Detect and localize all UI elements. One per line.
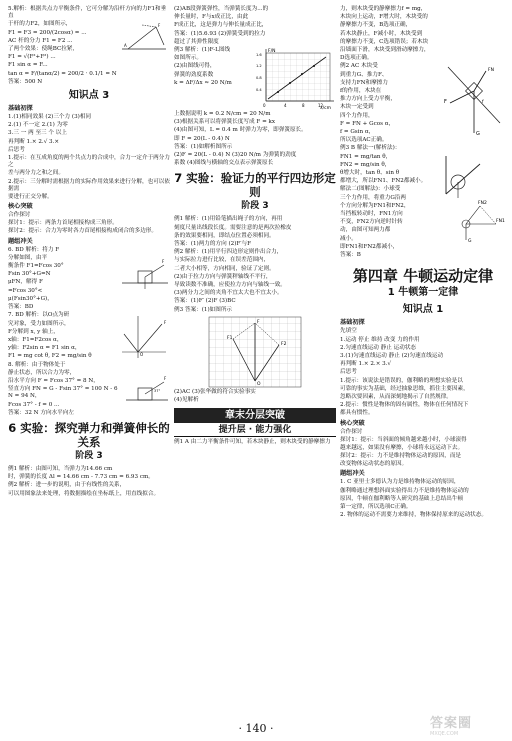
text-line: F分解到 x, y 轴上， (8, 328, 59, 335)
text-line: 当挡板转动时，FN1方向 (340, 211, 403, 218)
text-line: F1 = F3 = 200/(2cosα) = ... (8, 29, 87, 36)
text-line: 后思考 (340, 369, 357, 376)
text-line: 后思考 (8, 146, 25, 153)
text-line: 都增大，所以FN1、FN2都减小。 (340, 178, 427, 185)
text-line: 上数据说明 k = 0.2 N/cm = 20 N/m (174, 111, 271, 118)
text-line: 条的效果要相同，即结点位置必须相同。 (174, 232, 275, 239)
svg-text:F: F (164, 320, 167, 326)
text-line: 1.提示：在互成角度的两个共点力的合成中，合力一定介于两分力之 (8, 155, 170, 169)
knowledge-point-heading: 知识点 1 (402, 304, 444, 316)
text-line: 1. C 亚里士多德认为力是维持物体运动的原因， (340, 479, 460, 486)
text-line: 例2 解析：进一步的说明，由于有线性的关系， (8, 482, 126, 489)
graph-y-tick: 0.4 (256, 88, 262, 93)
text-line: 先填空 (340, 328, 357, 335)
text-line: 2.提示：三分解时需根据力的实际作用效果来进行分解，也可以依据需 (8, 178, 170, 192)
text-line: 弹簧的劲度系数 (174, 71, 214, 78)
text-line: 四个力作用， (340, 112, 374, 119)
text-line: (2)由于拉力方向与弹簧秤轴线不平行， (174, 273, 272, 280)
text-line: 动，由图可知两力都 (340, 227, 391, 234)
text-line: F1 = √(F²+F²) ... (8, 54, 56, 61)
text-line: 到重力G、推力F、 (340, 71, 388, 78)
svg-text:O: O (257, 381, 261, 387)
text-line: 第一定律，所以选项C正确。 (340, 503, 412, 510)
upgrade-banner: 提升层 · 能力强化 (174, 424, 336, 437)
section-heading: 核心突破 (340, 419, 365, 427)
text-line: 即 F = 20(L - 0.4) N (174, 135, 230, 142)
chapter-review-banner: 章末分层突破 (174, 408, 336, 423)
text-line: 8. 解析：由于物体处于 (8, 361, 66, 368)
section-6-title: 6 实验：探究弹力和弹簧伸长的关系 (8, 420, 170, 449)
text-line: 伽利略通过理想斜面实验得出力不是维持物体运动的 (340, 487, 469, 494)
text-line: 沿水平方向 F = Fcos 37° = 8 N， (8, 377, 99, 384)
svg-text:F: F (164, 375, 167, 381)
text-line: k = ΔF/Δx ≈ 20 N/m (174, 79, 232, 86)
svg-text:G: G (476, 131, 480, 138)
svg-text:F: F (257, 319, 260, 325)
text-line: 越来越远，如果没有摩擦，小球将永远运动下去。 (340, 444, 464, 451)
answer-line: 所以选项AC正确。 (340, 137, 388, 144)
text-line: 若木块静止，F减小时，木块受到 (340, 30, 423, 37)
coordinate-force-figure (118, 312, 170, 360)
section-heading: 题组冲关 (340, 470, 365, 478)
text-line: 再判断 1.× 2.× 3.√ (340, 361, 392, 368)
col1-top-block (8, 6, 170, 86)
answer-line: 超过了其弹性限度 (174, 38, 219, 45)
answer-line: 例3 答案：(1)如图所示 (174, 306, 233, 313)
answer-line: 答案：32 N 方向水平向左 (8, 409, 74, 416)
text-line: AC 杆的分力 F1 = F2 ... (8, 37, 73, 44)
graph-x-tick: 12 (318, 103, 324, 109)
text-line: 改变物体运动状态的原因。 (340, 461, 408, 468)
text-line: F成正比，这是弹力与伸长量成正比， (174, 22, 268, 29)
text-line: tan α = F/(tanα/2) = 200/2 · 0.1/1 = N (8, 70, 117, 77)
svg-text:F: F (158, 23, 161, 29)
text-line: D选项正确。 (340, 55, 373, 62)
graph-y-tick: 1.2 (256, 64, 262, 69)
section-heading: 题组冲关 (8, 237, 33, 245)
answer-line: 答案：B (340, 252, 361, 259)
text-line: 三个力作用，将重力G沿两 (340, 194, 407, 201)
subsection-heading: 合作探讨 (8, 212, 31, 219)
svg-text:FN: FN (488, 68, 494, 74)
section-heading: 核心突破 (8, 203, 33, 211)
force-decomposition-figure (118, 21, 170, 53)
graph-y-tick: 0.8 (256, 76, 262, 81)
answer-line: 答案：(1)如解析图所示 (174, 143, 233, 150)
text-line: 可以用图象法来处理，将数据描绘在坐标纸上，用直线拟合。 (8, 490, 160, 497)
answer-line: 答案：BD (8, 304, 34, 311)
text-line: 7. BD 解析：以O点为研 (8, 312, 70, 319)
svg-text:G: G (468, 238, 472, 244)
svg-text:f: f (482, 100, 484, 106)
knowledge-point-heading: 知识点 3 (68, 90, 110, 102)
text-line: (2)AB段弹簧弹性，当弹簧长度为...的 (174, 6, 269, 12)
text-line: 于杆的力F2，如图所示， (8, 21, 72, 28)
text-line: FN2 = mg/sin θ， (340, 161, 391, 168)
text-line: 例1 A 由二力平衡条件可知，若木块静止，则木块受的静摩擦力 (174, 439, 331, 446)
answer-line: (2)F = 20(L - 0.4) N (3)20 N/m 为弹簧的劲度 (174, 152, 297, 159)
text-line: 1.运动 停止 维持 改变 力的作用 (340, 336, 420, 343)
svg-text:FN1: FN1 (496, 218, 505, 224)
incline-block-figure (120, 247, 170, 291)
answer-line: 答案：(1)F′ (2)F (3)BC (174, 298, 236, 305)
block-on-floor-figure (124, 370, 170, 406)
svg-text:FN2: FN2 (478, 200, 487, 206)
text-line: 要进行正交分解。 (8, 194, 53, 201)
text-line: F1 sin α = F... (8, 62, 48, 69)
text-line: 3.三 一 两 至三 个 以上 (8, 130, 67, 137)
text-line: 了两个效果：使绳BC拉紧， (8, 46, 79, 53)
text-line: 差与两分力之和之间。 (8, 170, 64, 177)
text-line: 例2 解析：(1)用平行四边形定则作出合力， (174, 249, 283, 256)
column-middle (174, 6, 336, 447)
answer-line: 系数 (4)图线与横轴的交点表示弹簧原长 (174, 160, 274, 167)
text-line: F = FN + Gcos α， (340, 120, 395, 127)
page-number: · 140 · (238, 722, 274, 735)
text-line: 探讨1：提示：当斜面的倾角越来越小时，小球滚得 (340, 436, 467, 443)
text-line: 木块向上运动，F增大时，木块受的 (340, 14, 428, 21)
text-line: 二者大小相等，方向相同，验证了定则。 (174, 265, 275, 272)
spring-force-graph (254, 47, 336, 111)
text-line: 例1 解析：由图可知，当弹力为14.66 cm (8, 465, 113, 472)
svg-text:F2: F2 (281, 341, 287, 347)
text-line: 例3 B 解法一(解析法)： (340, 145, 401, 152)
svg-text:O: O (140, 352, 144, 358)
text-line: 如图所示。 (174, 55, 202, 62)
text-line: 刻度尺量出线段长度。需要注意的是两次拉橡皮 (174, 224, 292, 231)
watermark-text: 答案圈 (430, 716, 473, 731)
text-line: θ增大时，tan θ、sin θ (340, 170, 400, 177)
text-line: 5.解析：根据共点力平衡条件，它可分解为沿杆方向的力F1和垂直 (8, 6, 167, 20)
text-line: f的作用，木块在 (340, 88, 382, 95)
text-line: 导致读数不准确，应使拉力方向与轴线一致。 (174, 282, 286, 289)
text-line: 例2 AC 木块受 (340, 63, 378, 70)
chapter-title: 第四章 牛顿运动定律 (352, 267, 494, 286)
watermark-url: MXQE.COM (430, 731, 459, 737)
text-line: 2.匀速直线运动 静止 运动状态 (340, 344, 417, 351)
svg-text:F: F (444, 99, 447, 106)
text-line: 不变，FN2方向逆时针转 (340, 219, 403, 226)
section-heading: 基础初探 (340, 319, 365, 327)
text-line: 沿墙面下滑，木块受到滑动摩擦力， (340, 47, 430, 54)
text-line: 减小。 (340, 235, 357, 242)
text-line: 2. 物体的运动不需要力来维持，物体保持原来的运动状态。 (340, 512, 487, 519)
graph-x-tick: 8 (302, 103, 305, 109)
text-line: 的摩擦力不变，C选项错误；若木块 (340, 38, 429, 45)
svg-text:37°: 37° (154, 388, 161, 393)
text-line: 力，则木块受的静摩擦力f = mg， (340, 6, 427, 12)
svg-text:F1: F1 (227, 335, 233, 341)
text-line: 伸长量时，F与x成正比，由此 (174, 14, 249, 21)
text-line: Fsin 30°+G=N (8, 271, 51, 278)
svg-text:A: A (124, 43, 127, 49)
text-line: 探讨2：提示：合力为零时各力首尾相接构成闭合的多边形。 (8, 228, 157, 235)
text-line: 衡条件 F1=Fcos 30° (8, 263, 64, 270)
stage-label: 阶段 3 (75, 450, 103, 461)
force-parallelogram-grid-figure (207, 315, 303, 389)
text-line: 与实际拉力进行比较，在误差范围内， (174, 257, 270, 264)
answer-line: 答案：500 N (8, 78, 43, 85)
text-line: 探讨1：提示：两条力首尾相接构成三角形。 (8, 220, 118, 227)
text-line: 推力方向上受力平衡， (340, 96, 396, 103)
text-line: 2.提示：惯性是物体的固有属性，物体在任何情况下 (340, 402, 469, 409)
wall-block-force-figure (442, 63, 506, 139)
text-line: 3.(1)匀速直线运动 静止 (2)匀速直线运动 (340, 352, 444, 359)
page-number-value: 140 (245, 722, 267, 735)
text-line: (3)根据关系可以将弹簧长度写成 F = kx (174, 119, 276, 126)
text-line: (3)两分力之间的夹角不宜太大也不宜太小。 (174, 290, 283, 297)
text-line: 可靠的事实为基础，经过抽象思维，抓住主要因素， (340, 385, 469, 392)
text-line: 例3 解析：(1)F-L图线 (174, 47, 231, 54)
answer-line: (4)见解析 (174, 397, 199, 404)
text-line: μFN，解得 F (8, 279, 43, 286)
text-line: 2.(1) 不一定 2.(1) 为零 (8, 122, 68, 129)
text-line: 再判断 1.× 2.√ 3.× (8, 138, 60, 145)
svg-text:F: F (162, 258, 165, 264)
text-line: x轴：F1=F2cos α， (8, 336, 63, 343)
text-line: 静摩擦力不变，B选项正确， (340, 22, 412, 29)
text-line: 探讨2：提示：力不是维持物体运动的原因，而是 (340, 452, 462, 459)
section-7-title: 7 实验：验证力的平行四边形定则 (174, 171, 336, 200)
text-line: 静止状态，所以合力为零， (8, 369, 76, 376)
stage-label: 阶段 3 (241, 201, 269, 212)
text-line: 即FN1和FN2都减小， (340, 243, 399, 250)
graph-y-tick: 1.6 (256, 53, 262, 58)
text-line: (2)由图线可得， (174, 63, 216, 70)
text-line: 解法二(图解法)：小球受 (340, 186, 401, 193)
text-line: 忽略次要因素，从而深刻地揭示了自然规律。 (340, 393, 452, 400)
text-line: y轴：F2sin α = F1 sin α， (8, 345, 81, 352)
section-heading: 基础初探 (8, 105, 33, 113)
answer-line: (2)AC (3)张华做的符合实验事实 (174, 388, 256, 395)
answer-line: 答案：(1)5.6.93 (2)弹簧受到的拉力 (174, 30, 266, 37)
ball-between-plates-figure (440, 154, 506, 244)
text-line: 1.(1)相同效果 (2)三个力 (3)相同 (8, 114, 92, 121)
text-line: 个方向分解为FN1和FN2， (340, 202, 410, 209)
text-line: 原因，牛顿在伽利略等人研究的基础上总结出牛顿 (340, 495, 464, 502)
text-line: f = Gsin α， (340, 129, 375, 136)
graph-y-label: F/N (268, 49, 276, 55)
text-line: FN1 = mg/tan θ， (340, 153, 392, 160)
graph-x-label: x/cm (320, 106, 332, 112)
text-line: 木块一定受到 (340, 104, 374, 111)
lesson-title: 1 牛顿第一定律 (387, 287, 459, 299)
text-line: 究对象，受力如图所示， (8, 320, 70, 327)
answer-line: 答案：(1)两力的方向 (2)F′与F (174, 241, 252, 248)
text-line: 支持力FN和摩擦力 (340, 79, 388, 86)
text-line: Fcos 37° - f = 0 ... (8, 401, 60, 408)
text-line: 例1 解析：(1)用铅笔描出绳子的方向，再用 (174, 216, 283, 223)
text-line: 1.提示：该说法是错误的，伽利略的理想实验是以 (340, 377, 463, 384)
column-right (340, 6, 506, 520)
watermark-logo (430, 712, 508, 737)
text-line: 都具有惯性。 (340, 410, 374, 417)
column-left (8, 6, 170, 499)
text-line: μ(Fsin30°+G)， (8, 295, 53, 302)
text-line: 时，弹簧的长度 Δl = 14.66 cm - 7.73 cm = 6.93 cm。 (8, 474, 154, 481)
subsection-heading: 合作探讨 (340, 428, 363, 435)
graph-x-tick: 4 (284, 103, 287, 109)
text-line: F1 = mg cot θ, F2 = mg/sin θ (8, 353, 92, 360)
text-line: 竖直方向 FN = G - Fsin 37° = 100 N - 6 N = 94 N， (8, 386, 118, 400)
text-line: 6. BD 解析：将力 F (8, 246, 60, 253)
text-line: =Fcos 30°< (8, 287, 43, 294)
text-line: (4)由图可知，L = 0.4 m 时弹力为零，即弹簧原长。 (174, 127, 307, 134)
graph-x-tick: 0 (263, 103, 266, 109)
text-line: 分解如图，由平 (8, 254, 48, 261)
